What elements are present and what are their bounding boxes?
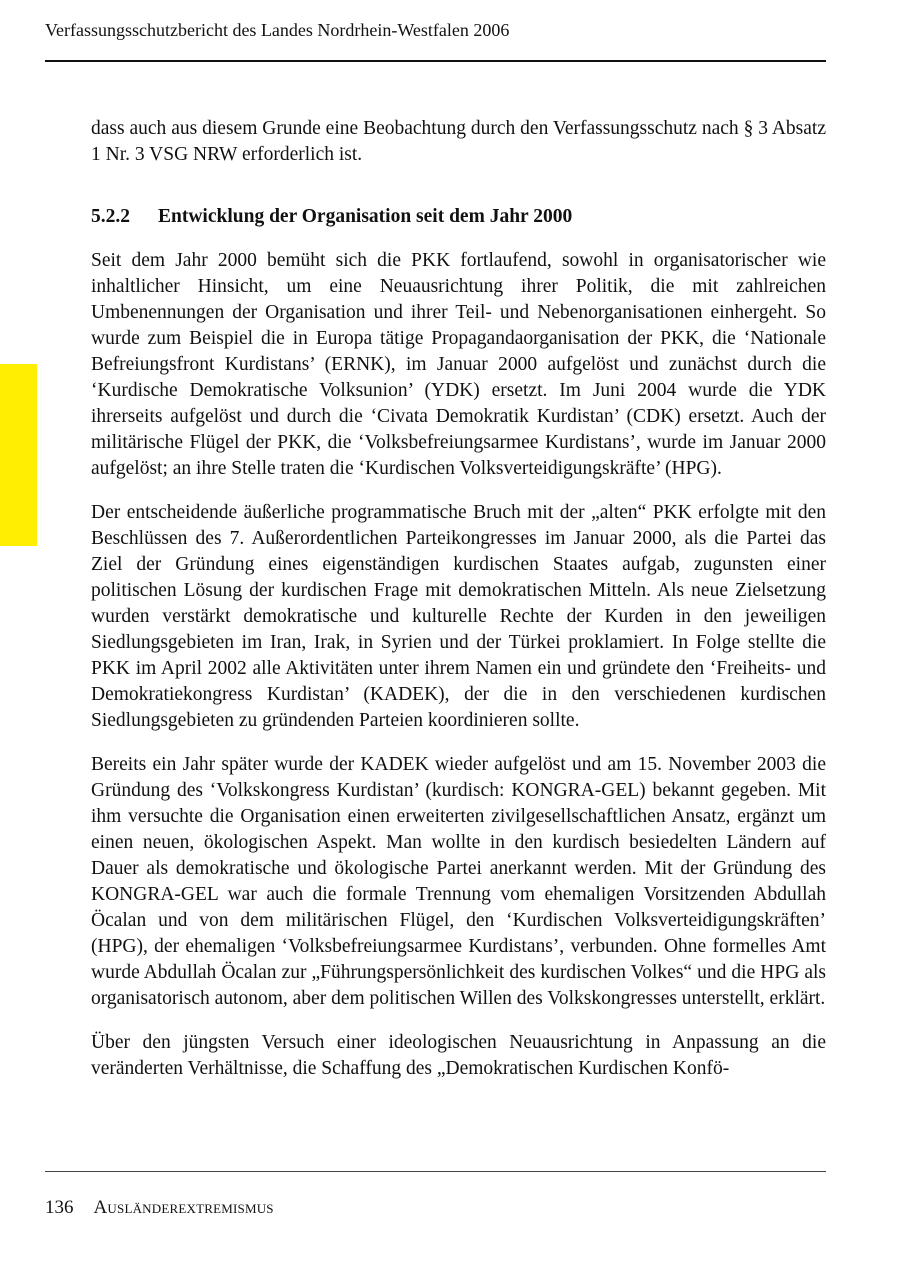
body-paragraph: Seit dem Jahr 2000 bemüht sich die PKK fortlaufend, sowohl in organisatorischer wie inhaltlicher Hinsicht, um eine Neuausrichtung ihrer Politik, die mit zahlreichen Umbenennungen der Organisation und ihrer Teil- und Nebenorganisationen einhergeht. So wurde zum Beispiel die in Europa tätige Propagandaorganisation der PKK, die ‘Nationale Befreiungsfront Kurdistans’ (ERNK), im Januar 2000 aufgelöst und zunächst durch die ‘Kurdische Demokratische Volksunion’ (YDK) ersetzt. Im Juni 2004 wurde die YDK ihrerseits aufgelöst und durch die ‘Civata Demokratik Kurdistan’ (CDK) ersetzt. Auch der militärische Flügel der PKK, die ‘Volksbefreiungsarmee Kurdistans’, wurde im Januar 2000 aufgelöst; an ihre Stelle traten die ‘Kurdischen Volksverteidigungskräfte’ (HPG). [91,250,826,479]
section-number: 5.2.2 [91,206,130,227]
footer-rule [45,1171,826,1172]
body-paragraph: Der entscheidende äußerliche programmatische Bruch mit der „alten“ PKK erfolgte mit den Beschlüssen des 7. Außerordentlichen Parteikongresses im Januar 2000, als die Partei das Ziel der Gründung eines eigenständigen kurdischen Staates aufgab, zugunsten einer politischen Lösung der kurdischen Frage mit demokratischen Mitteln. Als neue Zielsetzung wurden verstärkt demokratische und kulturelle Rechte der Kurden in den jeweiligen Siedlungsgebieten im Iran, Irak, in Syrien und der Türkei proklamiert. In Folge stellte die PKK im April 2002 alle Aktivitäten unter ihrem Namen ein und gründete den ‘Freiheits- und Demokratiekongress Kurdistan’ (KADEK), der die in den verschiedenen kurdischen Siedlungsgebieten zu gründenden Parteien koordinieren sollte. [91,502,826,731]
lead-paragraph: dass auch aus diesem Grunde eine Beobachtung durch den Verfassungsschutz nach § 3 Absatz 1 Nr. 3 VSG NRW erforderlich ist. [91,118,826,165]
page-footer [45,1196,274,1220]
footer-section-name: Ausländerextremismus [93,1197,274,1218]
section-title: Entwicklung der Organisation seit dem Jahr 2000 [158,206,573,227]
running-header: Verfassungsschutzbericht des Landes Nordrhein-Westfalen 2006 [45,20,510,40]
page-body [91,116,826,1100]
page-number: 136 [45,1197,74,1218]
body-paragraph: Bereits ein Jahr später wurde der KADEK wieder aufgelöst und am 15. November 2003 die Gründung des ‘Volkskongress Kurdistan’ (kurdisch: KONGRA-GEL) bekannt gegeben. Mit ihm versuchte die Organisation einen erweiterten zivilgesellschaftlichen Ansatz, ergänzt um einen neuen, ökologischen Aspekt. Man wollte in den kurdisch besiedelten Ländern auf Dauer als demokratische und ökologische Partei anerkannt werden. Mit der Gründung des KONGRA-GEL war auch die formale Trennung vom ehemaligen Vorsitzenden Abdullah Öcalan und von dem militärischen Flügel, den ‘Kurdischen Volksverteidigungskräften’ (HPG), der ehemaligen ‘Volksbefreiungsarmee Kurdistans’, verbunden. Ohne formelles Amt wurde Abdullah Öcalan zur „Führungspersönlichkeit des kurdischen Volkes“ und die HPG als organisatorisch autonom, aber dem politischen Willen des Volkskongresses unterstellt, erklärt. [91,754,826,1009]
margin-highlight-marker [0,364,37,546]
section-heading [91,204,826,230]
body-paragraph: Über den jüngsten Versuch einer ideologischen Neuausrichtung in Anpassung an die veränderten Verhältnisse, die Schaffung des „Demokratischen Kurdischen Konfö- [91,1032,826,1079]
header-rule [45,60,826,62]
